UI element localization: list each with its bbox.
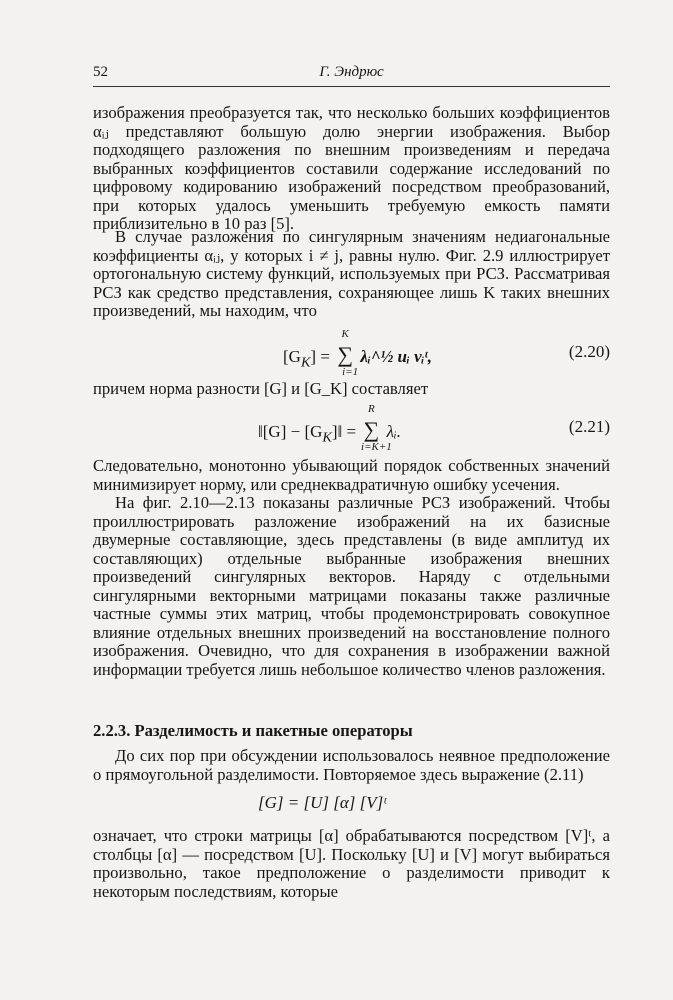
sum-upper: R — [368, 403, 375, 415]
paragraph-4: Следовательно, монотонно убывающий порядок собственных значений минимизирует норму, или среднеквадратичную ошибку усечения. — [93, 456, 610, 494]
sum-lower: i=1 — [342, 366, 359, 378]
equation-expression — [283, 328, 432, 378]
eq-lhs-sub: K — [300, 354, 311, 371]
paragraph-7: означает, что строки матрицы [α] обрабатываются посредством [V]ᵗ, а столбцы [α] — посредством [U]. Поскольку [U] и [V] могут выбираться произвольно, такое предположение о разделимости приводит к некоторым последствиям, которые — [93, 826, 610, 901]
sum-symbol: K ∑ i=1 — [334, 342, 356, 368]
text-block — [93, 104, 610, 234]
running-author: Г. Эндрюс — [319, 64, 384, 80]
equation-2-21 — [93, 403, 610, 453]
eq-lhs: ‖[G] − [G — [258, 422, 323, 441]
equation-expression: [G] = [U] [α] [V]ᵗ — [258, 793, 387, 812]
running-header — [93, 64, 610, 87]
equation-2-11 — [93, 793, 610, 817]
text-block — [93, 228, 610, 321]
equation-expression — [258, 403, 401, 453]
section-heading: 2.2.3. Разделимость и пакетные операторы — [93, 721, 413, 740]
sum-lower: i=K+1 — [361, 441, 392, 453]
text-block — [93, 380, 610, 399]
eq-rhs: λᵢ. — [386, 422, 401, 441]
equation-number: (2.21) — [568, 417, 610, 436]
paragraph-1: изображения преобразуется так, что несколько больших коэффициентов αᵢⱼ представляют большую долю энергии изображения. Выбор подходящего разложения по внешним произведениям и передача выбранных коэффициентов составили содержание исследований по цифровому кодированию изображений посредством преобразований, при которых удалось уменьшить требуемую емкость памяти приблизительно в 10 раз [5]. — [93, 103, 610, 233]
sum-symbol: R ∑ i=K+1 — [360, 417, 382, 443]
eq-lhs-sub: K — [322, 429, 332, 446]
text-block — [93, 747, 610, 784]
paragraph-2: В случае разложения по сингулярным значениям недиагональные коэффициенты αᵢⱼ, у которых i ≠ j, равны нулю. Фиг. 2.9 иллюстрирует ортогональную систему функций, используемых при РСЗ. Рассматривая РСЗ как средство представления, сохраняющее лишь K таких внешних произведений, мы находим, что — [93, 227, 610, 320]
eq-rhs: λᵢ^½ uᵢ vᵢᵗ, — [360, 347, 432, 366]
paragraph-6: До сих пор при обсуждении использовалось неявное предположение о прямоугольной разделимости. Повторяемое здесь выражение (2.11) — [93, 746, 610, 784]
eq-lhs-close: ] = — [310, 347, 330, 366]
eq-lhs-close: ]‖ = — [331, 422, 357, 441]
equation-number: (2.20) — [568, 342, 610, 361]
paragraph-5: На фиг. 2.10—2.13 показаны различные РСЗ изображений. Чтобы проиллюстрировать разложение изображений на их базисные двумерные составляющие, здесь представлены (в виде амплитуд их составляющих) отдельные выбранные изображения внешних произведений сингулярных векторов. Наряду с отдельными сингулярными векторными матрицами показаны также различные частные суммы этих матриц, чтобы продемонстрировать совокупное влияние отдельных внешних произведений на восстановление полного изображения. Очевидно, что для сохранения в изображении важной информации требуется лишь небольшое количество членов разложения. — [93, 493, 610, 679]
equation-2-20 — [93, 328, 610, 378]
text-block — [93, 457, 610, 679]
eq-lhs: [G — [283, 347, 301, 366]
page-number: 52 — [93, 64, 108, 80]
text-block — [93, 827, 610, 901]
sum-upper: K — [341, 328, 349, 340]
paragraph-3: причем норма разности [G] и [G_K] составляет — [93, 379, 429, 398]
